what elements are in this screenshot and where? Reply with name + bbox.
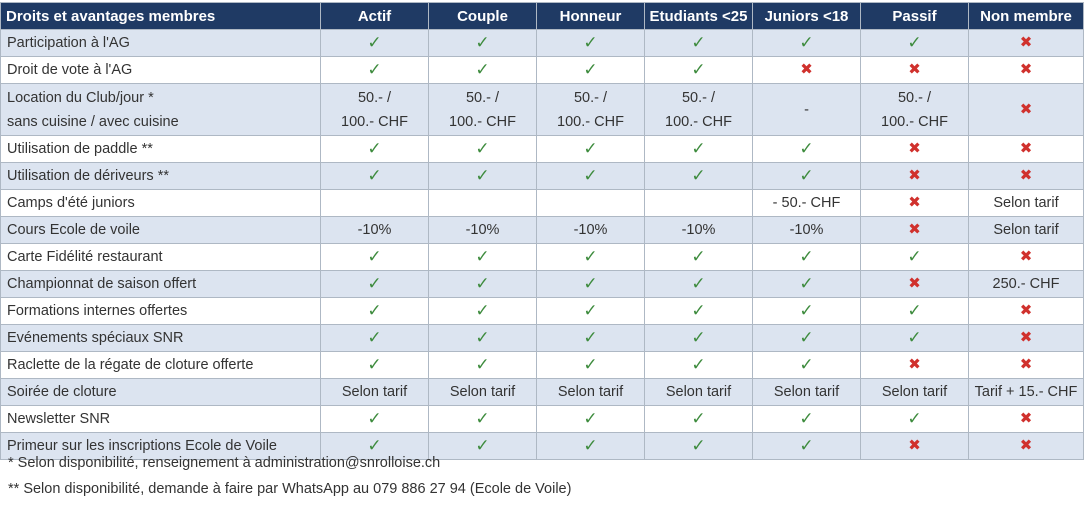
- cell-included: [537, 163, 645, 190]
- cell-included: [321, 57, 429, 84]
- cell-included: [429, 136, 537, 163]
- check-icon: ✓: [367, 274, 382, 293]
- check-icon: ✓: [475, 139, 490, 158]
- check-icon: ✓: [583, 60, 598, 79]
- cell-included: [429, 57, 537, 84]
- row-label: Camps d'été juniors: [1, 190, 321, 217]
- cell-excluded: [861, 163, 969, 190]
- check-icon: ✓: [907, 409, 922, 428]
- cell-included: [861, 406, 969, 433]
- check-icon: ✓: [799, 436, 814, 455]
- row-label: Utilisation de dériveurs **: [1, 163, 321, 190]
- cell-included: [537, 271, 645, 298]
- cell-excluded: [861, 190, 969, 217]
- cell-excluded: [861, 57, 969, 84]
- cell-included: [861, 244, 969, 271]
- cross-icon: ✖: [908, 167, 921, 184]
- cross-icon: ✖: [908, 437, 921, 454]
- check-icon: ✓: [367, 301, 382, 320]
- cell-value: -10%: [537, 217, 645, 244]
- cell-included: [321, 406, 429, 433]
- cell-included: [321, 163, 429, 190]
- cell-value: 250.- CHF: [969, 271, 1084, 298]
- cell-value: Selon tarif: [753, 379, 861, 406]
- cell-value: 50.- / 100.- CHF: [321, 84, 429, 136]
- check-icon: ✓: [475, 301, 490, 320]
- table-header-row: [1, 3, 1084, 30]
- check-icon: ✓: [367, 33, 382, 52]
- cross-icon: ✖: [908, 221, 921, 238]
- cell-excluded: [969, 325, 1084, 352]
- cell-included: [537, 352, 645, 379]
- header-actif: Actif: [321, 3, 429, 30]
- check-icon: ✓: [691, 166, 706, 185]
- cell-included: [645, 325, 753, 352]
- table-body: [1, 30, 1084, 460]
- table-row: [1, 136, 1084, 163]
- header-label-column: Droits et avantages membres: [1, 3, 321, 30]
- cell-included: [321, 244, 429, 271]
- cell-included: [753, 136, 861, 163]
- check-icon: ✓: [799, 33, 814, 52]
- row-label: Raclette de la régate de cloture offerte: [1, 352, 321, 379]
- check-icon: ✓: [583, 33, 598, 52]
- check-icon: ✓: [367, 409, 382, 428]
- check-icon: ✓: [691, 328, 706, 347]
- cell-value: Selon tarif: [429, 379, 537, 406]
- cell-included: [645, 57, 753, 84]
- cell-included: [537, 325, 645, 352]
- cross-icon: ✖: [1019, 34, 1033, 51]
- check-icon: ✓: [691, 409, 706, 428]
- header-passif: Passif: [861, 3, 969, 30]
- check-icon: ✓: [691, 436, 706, 455]
- cell-included: [429, 30, 537, 57]
- cell-included: [429, 298, 537, 325]
- cell-included: [645, 244, 753, 271]
- cell-value: Selon tarif: [645, 379, 753, 406]
- check-icon: ✓: [691, 301, 706, 320]
- check-icon: ✓: [691, 355, 706, 374]
- check-icon: ✓: [907, 33, 922, 52]
- cell-excluded: [861, 433, 969, 460]
- check-icon: ✓: [583, 409, 598, 428]
- cell-included: [321, 352, 429, 379]
- check-icon: ✓: [475, 355, 490, 374]
- cell-value: [321, 190, 429, 217]
- cell-included: [321, 30, 429, 57]
- cell-included: [321, 298, 429, 325]
- cell-excluded: [969, 163, 1084, 190]
- cell-value: Selon tarif: [321, 379, 429, 406]
- cell-included: [429, 352, 537, 379]
- cell-value: 50.- / 100.- CHF: [645, 84, 753, 136]
- table-row: [1, 298, 1084, 325]
- row-label: Newsletter SNR: [1, 406, 321, 433]
- check-icon: ✓: [691, 274, 706, 293]
- check-icon: ✓: [583, 436, 598, 455]
- check-icon: ✓: [799, 247, 814, 266]
- cell-included: [321, 325, 429, 352]
- table-row: [1, 217, 1084, 244]
- row-label: Participation à l'AG: [1, 30, 321, 57]
- header-couple: Couple: [429, 3, 537, 30]
- cell-excluded: [969, 57, 1084, 84]
- check-icon: ✓: [367, 60, 382, 79]
- cell-value: -10%: [645, 217, 753, 244]
- check-icon: ✓: [367, 247, 382, 266]
- check-icon: ✓: [475, 33, 490, 52]
- cell-included: [645, 352, 753, 379]
- cell-included: [645, 271, 753, 298]
- check-icon: ✓: [583, 166, 598, 185]
- table-row: [1, 271, 1084, 298]
- table-row: [1, 190, 1084, 217]
- row-label: Location du Club/jour * sans cuisine / avec cuisine: [1, 84, 321, 136]
- cell-excluded: [969, 406, 1084, 433]
- cell-value: Selon tarif: [969, 190, 1084, 217]
- cross-icon: ✖: [908, 140, 921, 157]
- cross-icon: ✖: [800, 61, 813, 78]
- row-label: Cours Ecole de voile: [1, 217, 321, 244]
- cell-excluded: [969, 352, 1084, 379]
- cell-value: [645, 190, 753, 217]
- cell-included: [645, 30, 753, 57]
- check-icon: ✓: [367, 139, 382, 158]
- cell-included: [537, 406, 645, 433]
- check-icon: ✓: [907, 247, 922, 266]
- cell-excluded: [861, 352, 969, 379]
- cross-icon: ✖: [908, 356, 921, 373]
- header-etudiants-25: Etudiants <25: [645, 3, 753, 30]
- check-icon: ✓: [367, 436, 382, 455]
- check-icon: ✓: [583, 328, 598, 347]
- cell-included: [537, 244, 645, 271]
- table-row: [1, 379, 1084, 406]
- row-label: Championnat de saison offert: [1, 271, 321, 298]
- cell-included: [861, 30, 969, 57]
- cell-excluded: [861, 136, 969, 163]
- check-icon: ✓: [691, 60, 706, 79]
- cell-included: [429, 244, 537, 271]
- cell-value: 50.- / 100.- CHF: [429, 84, 537, 136]
- cross-icon: ✖: [1019, 248, 1033, 265]
- cell-excluded: [969, 30, 1084, 57]
- check-icon: ✓: [691, 247, 706, 266]
- check-icon: ✓: [799, 274, 814, 293]
- cell-included: [753, 298, 861, 325]
- cell-value: -10%: [429, 217, 537, 244]
- table-row: [1, 84, 1084, 136]
- table-row: [1, 244, 1084, 271]
- cell-included: [753, 433, 861, 460]
- benefits-table: [0, 2, 1084, 460]
- cross-icon: ✖: [908, 275, 921, 292]
- cross-icon: ✖: [1019, 329, 1033, 346]
- cross-icon: ✖: [908, 194, 921, 211]
- row-label: Utilisation de paddle **: [1, 136, 321, 163]
- cell-value: - 50.- CHF: [753, 190, 861, 217]
- check-icon: ✓: [799, 166, 814, 185]
- cell-included: [753, 163, 861, 190]
- cell-excluded: [969, 136, 1084, 163]
- cell-included: [321, 271, 429, 298]
- check-icon: ✓: [475, 328, 490, 347]
- cell-included: [753, 352, 861, 379]
- check-icon: ✓: [691, 139, 706, 158]
- cell-value: -10%: [753, 217, 861, 244]
- cell-included: [429, 271, 537, 298]
- cell-value: -10%: [321, 217, 429, 244]
- table-row: [1, 163, 1084, 190]
- cell-included: [753, 271, 861, 298]
- footnotes: [8, 450, 571, 502]
- table-row: [1, 325, 1084, 352]
- cell-included: [753, 244, 861, 271]
- cell-included: [645, 163, 753, 190]
- cell-excluded: [969, 84, 1084, 136]
- cell-included: [861, 325, 969, 352]
- check-icon: ✓: [475, 409, 490, 428]
- table-row: [1, 57, 1084, 84]
- row-label: Formations internes offertes: [1, 298, 321, 325]
- cell-value: -: [753, 84, 861, 136]
- cell-included: [429, 163, 537, 190]
- check-icon: ✓: [799, 328, 814, 347]
- check-icon: ✓: [799, 355, 814, 374]
- header-honneur: Honneur: [537, 3, 645, 30]
- footnote-whatsapp: ** Selon disponibilité, demande à faire par WhatsApp au 079 886 27 94 (Ecole de Voile): [8, 481, 572, 497]
- check-icon: ✓: [691, 33, 706, 52]
- cell-value: Selon tarif: [861, 379, 969, 406]
- check-icon: ✓: [583, 247, 598, 266]
- check-icon: ✓: [367, 328, 382, 347]
- check-icon: ✓: [475, 166, 490, 185]
- header-non-membre: Non membre: [969, 3, 1084, 30]
- cell-value: 50.- / 100.- CHF: [861, 84, 969, 136]
- cross-icon: ✖: [1019, 100, 1033, 118]
- check-icon: ✓: [367, 166, 382, 185]
- cell-included: [537, 30, 645, 57]
- check-icon: ✓: [367, 355, 382, 374]
- cross-icon: ✖: [1019, 302, 1033, 319]
- cross-icon: ✖: [1019, 61, 1033, 78]
- cell-excluded: [969, 298, 1084, 325]
- cell-included: [753, 325, 861, 352]
- cell-included: [429, 325, 537, 352]
- cross-icon: ✖: [1019, 410, 1033, 427]
- cell-included: [645, 433, 753, 460]
- check-icon: ✓: [583, 301, 598, 320]
- cell-included: [537, 298, 645, 325]
- cell-excluded: [861, 217, 969, 244]
- cell-excluded: [753, 57, 861, 84]
- cell-excluded: [969, 244, 1084, 271]
- cell-excluded: [861, 271, 969, 298]
- check-icon: ✓: [583, 355, 598, 374]
- cell-included: [753, 30, 861, 57]
- check-icon: ✓: [799, 139, 814, 158]
- cell-included: [861, 298, 969, 325]
- row-label: Carte Fidélité restaurant: [1, 244, 321, 271]
- cell-included: [645, 298, 753, 325]
- check-icon: ✓: [475, 60, 490, 79]
- cell-included: [753, 406, 861, 433]
- cross-icon: ✖: [1019, 437, 1033, 454]
- cross-icon: ✖: [1019, 140, 1033, 157]
- check-icon: ✓: [475, 436, 490, 455]
- cell-value: [537, 190, 645, 217]
- cross-icon: ✖: [908, 61, 921, 78]
- cell-value: [429, 190, 537, 217]
- header-juniors-18: Juniors <18: [753, 3, 861, 30]
- table-row: [1, 406, 1084, 433]
- cell-value: Selon tarif: [969, 217, 1084, 244]
- check-icon: ✓: [907, 328, 922, 347]
- footnote-availability: * Selon disponibilité, renseignement à administration@snrolloise.ch: [8, 455, 441, 471]
- cell-included: [645, 406, 753, 433]
- check-icon: ✓: [475, 274, 490, 293]
- cell-included: [321, 136, 429, 163]
- row-label: Droit de vote à l'AG: [1, 57, 321, 84]
- cell-value: Selon tarif: [537, 379, 645, 406]
- cell-included: [537, 57, 645, 84]
- row-label: Evénements spéciaux SNR: [1, 325, 321, 352]
- cross-icon: ✖: [1019, 356, 1033, 373]
- table-row: [1, 352, 1084, 379]
- cell-included: [537, 136, 645, 163]
- row-label: Primeur sur les inscriptions Ecole de Voile: [1, 433, 321, 460]
- table-row: [1, 30, 1084, 57]
- cell-value: 50.- / 100.- CHF: [537, 84, 645, 136]
- cell-included: [429, 406, 537, 433]
- check-icon: ✓: [799, 301, 814, 320]
- check-icon: ✓: [799, 409, 814, 428]
- check-icon: ✓: [583, 139, 598, 158]
- check-icon: ✓: [583, 274, 598, 293]
- check-icon: ✓: [907, 301, 922, 320]
- cell-included: [645, 136, 753, 163]
- check-icon: ✓: [475, 247, 490, 266]
- cell-value: Tarif + 15.- CHF: [969, 379, 1084, 406]
- row-label: Soirée de cloture: [1, 379, 321, 406]
- cross-icon: ✖: [1019, 167, 1033, 184]
- cell-excluded: [969, 433, 1084, 460]
